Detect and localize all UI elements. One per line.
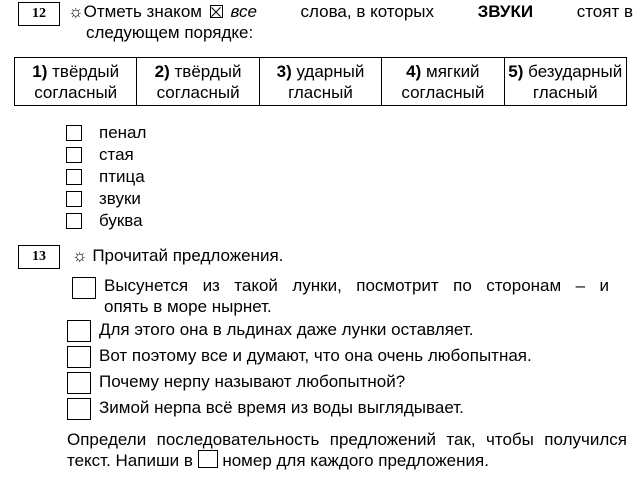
sentence-number-box[interactable] [67,346,91,368]
sentence-number-box[interactable] [67,320,91,342]
checkbox-x-icon [210,5,223,18]
sound-order-table [14,57,627,106]
word-checkbox[interactable] [66,169,82,185]
sentence-1: Высунется из такой лунки, посмотрит по сторонам – и опять в море нырнет. [104,276,609,316]
sentence-5: Зимой нерпа всё время из воды выглядывает. [99,398,464,417]
sun-icon: ☼ [72,246,88,265]
sentence-3: Вот поэтому все и думают, что она очень любопытная. [99,346,532,365]
order-cell: 3) ударный гласный [259,58,381,106]
sun-icon: ☼ [68,2,84,21]
sentence-number-box[interactable] [67,398,91,420]
word-checkbox[interactable] [66,191,82,207]
word-checkbox[interactable] [66,125,82,141]
order-cell: 4) мягкий согласный [382,58,504,106]
inline-box-icon [198,450,218,468]
sentence-number-box[interactable] [72,277,96,299]
order-cell: 5) безударный гласный [504,58,626,106]
word-label: буква [99,211,143,230]
task13-instruction: Определи последовательность предложений так, чтобы получился текст. Напиши в номер для каждого предложения. [67,430,627,470]
word-option [66,144,146,166]
task-number-13: 13 [18,245,60,269]
word-list [66,122,146,232]
sentence-2: Для этого она в льдинах даже лунки оставляет. [99,320,474,339]
task13-title: ☼ Прочитай предложения. [72,246,284,265]
word-option [66,166,146,188]
task-number-12: 12 [18,2,60,26]
order-cell: 1) твёрдый согласный [15,58,137,106]
word-label: стая [99,145,134,164]
word-label: звуки [99,189,141,208]
order-cell: 2) твёрдый согласный [137,58,259,106]
sentence-4: Почему нерпу называют любопытной? [99,372,406,391]
task12-instruction: ☼Отметь знаком все слова, в которых ЗВУКИ стоят в следующем порядке: [68,2,633,42]
word-label: птица [99,167,145,186]
word-checkbox[interactable] [66,147,82,163]
word-option [66,188,146,210]
word-option [66,210,146,232]
word-checkbox[interactable] [66,213,82,229]
sentence-number-box[interactable] [67,372,91,394]
word-option [66,122,146,144]
word-label: пенал [99,123,147,142]
task12-instruction-line2: следующем порядке: [86,23,254,42]
